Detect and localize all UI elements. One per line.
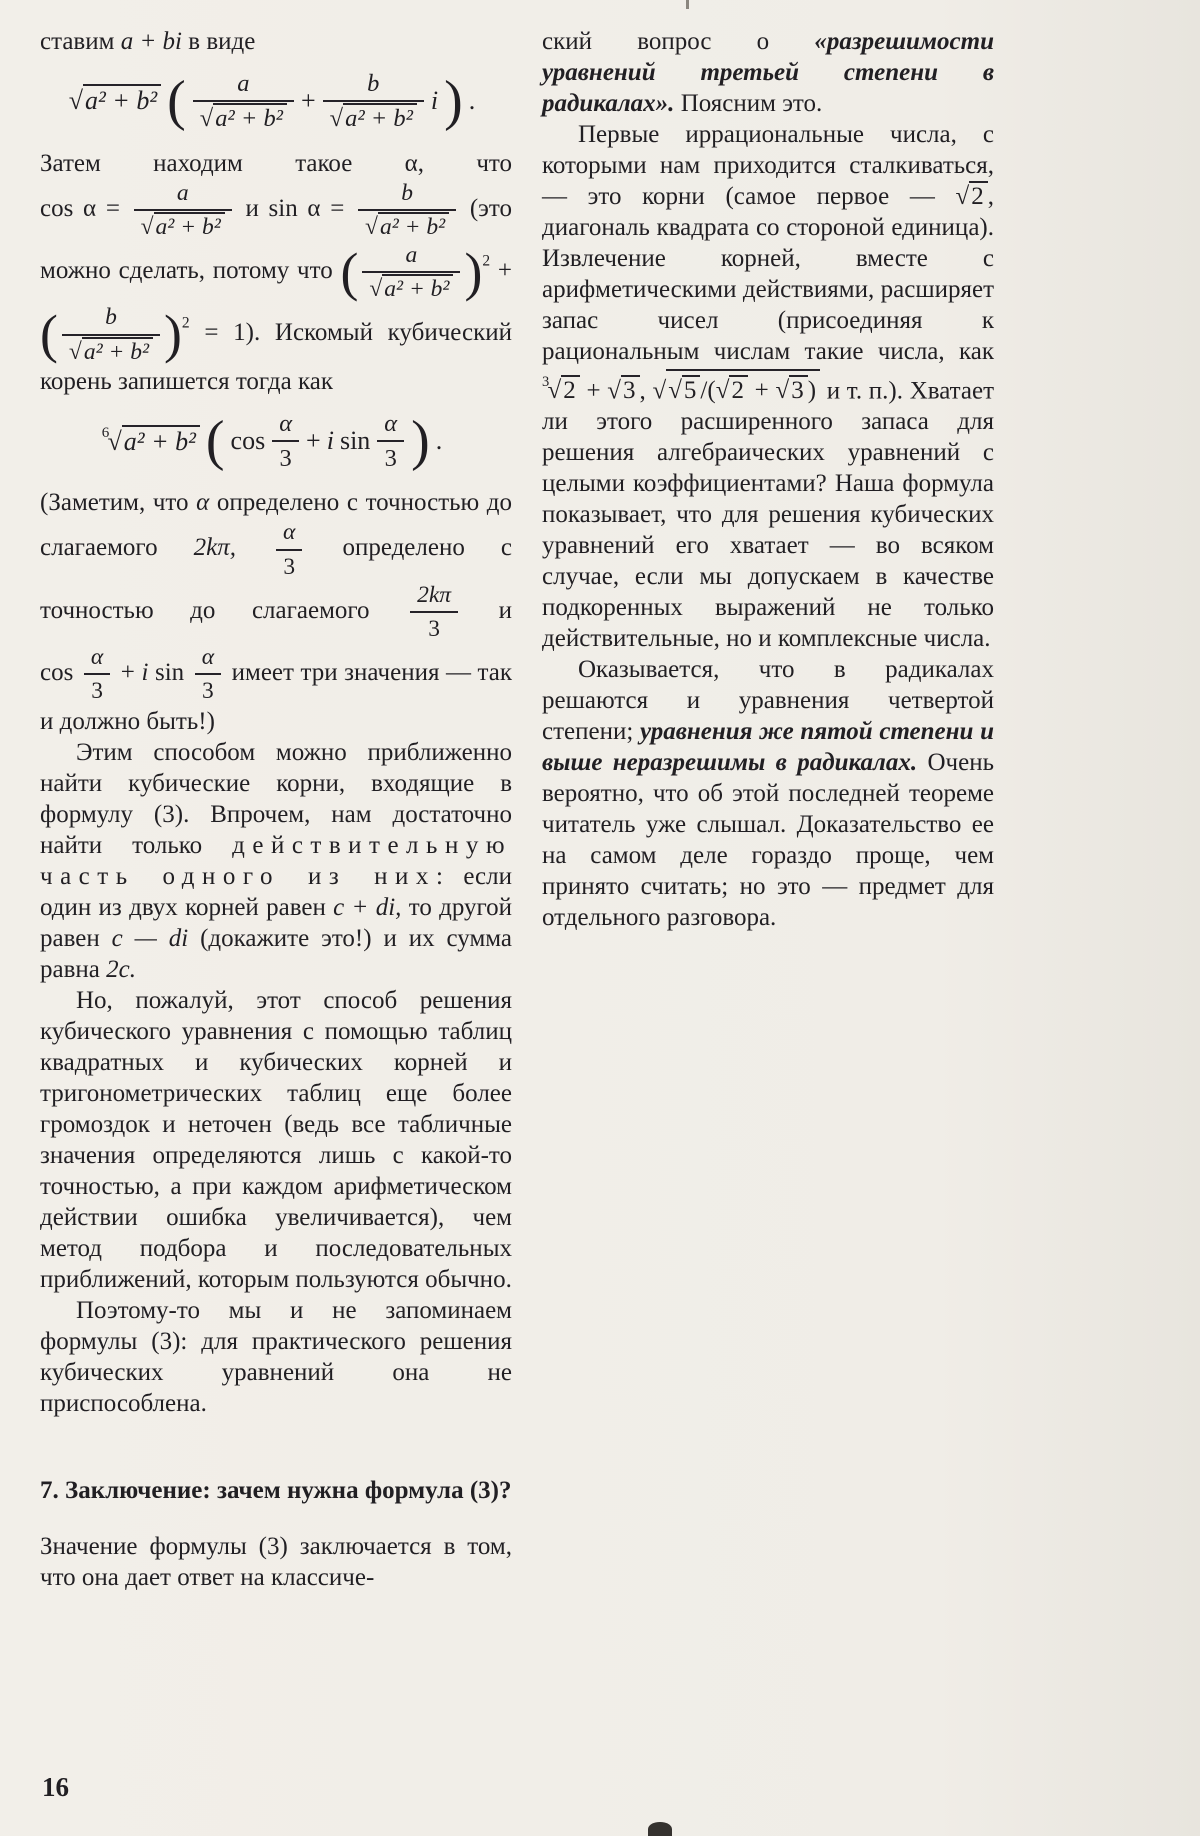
numerator: α	[384, 409, 398, 437]
display-formula-modulus-form	[40, 69, 504, 134]
radicand: a² + b²	[154, 212, 225, 240]
radical-sign: √	[68, 86, 83, 116]
numerator: a	[176, 179, 189, 206]
big-paren-left: (	[340, 242, 359, 302]
paragraph: Но, пожалуй, этот способ решения кубического уравнения с помощью таблиц квадратных и кубических корней и тригонометрических таблиц еще более громоздок и неточен (ведь все табличные значения определяются лишь с какой-то точностью, а при каждом арифметическом действии ошибка увеличивается), чем метод подбора и последовательных приближений, которым пользуются обычно.	[40, 986, 512, 1293]
text-run: Оказывается, что в радикалах решаются и уравнения четвертой степени;	[542, 656, 994, 746]
paragraph: Значение формулы (3) заключается в том, что она дает ответ на классиче-	[40, 1532, 512, 1591]
radicand: 3	[621, 375, 640, 404]
radical	[956, 181, 988, 210]
math-token: sin	[154, 659, 185, 687]
emphasized-bold-italic-text: «разрешимости уравнений третьей степени в радикалах».	[542, 28, 994, 117]
paragraph-continuation	[542, 26, 994, 119]
punctuation: .	[435, 425, 443, 455]
big-paren-left: (	[205, 409, 225, 472]
numerator: α	[90, 644, 104, 671]
denominator	[134, 209, 232, 241]
fraction	[323, 69, 424, 134]
denominator	[323, 100, 424, 133]
fraction	[84, 643, 110, 705]
scan-artifact	[686, 0, 689, 9]
text-run: и т. п.). Хватает ли этого расширенного запаса для решения алгебраических уравнений с целыми коэффициентами? Наша формула показывает, что для решения кубических уравнений его хватает — во всяком случае, если мы допускаем в качестве подкоренных выражений не только действительные, но и комплексные числа.	[542, 377, 995, 653]
text-run: Искомый кубический корень запишется тогда как	[40, 319, 512, 395]
numerator: b	[401, 179, 413, 206]
radical	[668, 375, 700, 404]
radical	[775, 375, 807, 404]
denominator	[362, 271, 460, 303]
operator-plus: +	[306, 425, 321, 455]
math-token: /(	[700, 377, 716, 405]
text-run: имеет три значения — так и должно быть!)	[40, 659, 513, 735]
radicand: 5	[682, 375, 701, 404]
radical-sign: √	[107, 426, 122, 456]
text-run: ставим	[40, 28, 115, 55]
math-inline: 2kπ,	[193, 534, 236, 562]
punctuation: .	[468, 86, 476, 116]
paragraph	[40, 148, 512, 397]
text-run: в виде	[188, 28, 256, 55]
text-run: Очень вероятно, что об этой последней теореме читатель уже слышал. Доказательство ее на самом деле гораздо проще, чем принято считать; но это — предмет для отдельного разговора.	[542, 749, 994, 932]
numerator: a	[405, 242, 418, 268]
text-run: Затем находим такое α, что	[40, 149, 512, 177]
math-token: cos	[230, 425, 266, 455]
text-run: Первые иррациональные числа, с которыми нам приходится сталкиваться, — это корни (самое первое —	[542, 121, 994, 210]
radical-sign: √	[775, 377, 790, 405]
paragraph	[40, 737, 512, 985]
math-inline: c — di	[111, 924, 189, 952]
radicand: a² + b²	[382, 274, 453, 302]
text-run: Этим способом можно приближенно найти кубические корни, входящие в формулу (3). Впрочем, нам достаточно найти только	[40, 738, 512, 859]
text-run: ский вопрос о	[542, 28, 770, 55]
radicand: a² + b²	[378, 212, 449, 240]
punctuation: )	[807, 377, 817, 405]
fraction	[134, 179, 232, 241]
math-inline: i	[326, 425, 334, 455]
page-number: 16	[42, 1772, 69, 1802]
radical	[716, 375, 748, 404]
denominator	[62, 334, 160, 366]
math-inline	[40, 304, 190, 365]
paragraph	[542, 119, 994, 654]
emphasized-bold-italic-text: уравнения же пятой степени и выше неразрешимы в радикалах.	[542, 718, 994, 777]
denominator: 3	[84, 673, 110, 705]
math-inline: 2c.	[106, 955, 136, 983]
radicand: 2	[969, 181, 988, 210]
operator-plus: +	[497, 256, 513, 284]
fraction	[195, 643, 221, 705]
math-inline: a + bi	[120, 28, 183, 55]
root-index: 6	[101, 424, 110, 441]
radical	[69, 85, 161, 118]
fraction	[358, 179, 456, 241]
radical-with-index	[542, 374, 580, 405]
radicand: 2	[729, 375, 748, 404]
exponent: 2	[181, 314, 190, 332]
fraction	[377, 409, 404, 474]
denominator: 3	[410, 611, 458, 643]
numerator: α	[201, 644, 215, 671]
big-paren-right: )	[411, 409, 430, 472]
text-run: определено с точностью до слагаемого	[40, 534, 512, 624]
operator-plus: +	[120, 659, 135, 687]
punctuation: ,	[639, 377, 646, 405]
numerator: b	[105, 304, 117, 331]
numerator: α	[283, 519, 296, 546]
big-paren-left: (	[167, 70, 186, 133]
math-inline	[245, 179, 460, 240]
exponent: 2	[482, 252, 491, 270]
math-token: cos	[40, 659, 74, 687]
paragraph: Поэтому-то мы и не запоминаем формулы (3): для практического решения кубических уравнений она не приспособлена.	[40, 1296, 512, 1417]
denominator: 3	[276, 549, 302, 581]
text-run: , диагональ квадрата со стороной единица). Извлечение корней, вместе с арифметическими действиями, расширяет запас чисел (присоединяя к рациональным числам такие числа, как	[542, 183, 995, 365]
radical-sign: √	[369, 276, 383, 303]
fraction	[62, 303, 160, 365]
radical-sign: √	[668, 377, 682, 405]
radicand: 3	[789, 375, 808, 404]
operator-plus: +	[586, 377, 601, 405]
math-token: = 1).	[204, 319, 261, 347]
radical-sign: √	[140, 213, 154, 240]
text-run: и	[498, 596, 513, 624]
radicand: a² + b²	[343, 103, 417, 132]
paragraph	[542, 654, 994, 933]
denominator: 3	[272, 440, 299, 473]
radical-sign: √	[365, 213, 378, 240]
radical	[607, 375, 639, 404]
fraction	[193, 69, 294, 134]
display-formula-cube-root	[40, 409, 504, 474]
nested-radical	[652, 369, 820, 404]
text-run: (это можно сделать, потому что	[40, 194, 512, 284]
fraction	[276, 518, 302, 580]
radical-sign: √	[329, 105, 344, 133]
paragraph-continuation	[40, 26, 512, 57]
math-inline: c + di,	[333, 893, 402, 921]
section-heading: 7. Заключение: зачем нужна формула (3)?	[40, 1476, 512, 1504]
radicand: a² + b²	[82, 337, 153, 365]
radical-sign: √	[68, 338, 82, 365]
root-index: 3	[542, 374, 550, 390]
numerator: 2kπ	[417, 581, 452, 608]
radicand: a² + b²	[83, 84, 161, 115]
text-run: то другой равен	[40, 893, 513, 952]
denominator: 3	[377, 440, 404, 473]
emphasized-spaced-text: действительную часть одного из них	[40, 831, 512, 890]
numerator: b	[367, 70, 380, 97]
big-paren-right: )	[464, 242, 483, 302]
math-inline: i	[430, 86, 439, 116]
fraction	[272, 409, 299, 474]
radicand: a² + b²	[213, 103, 287, 132]
math-inline	[542, 375, 646, 404]
text-run: (докажите это!) и их сумма равна	[40, 924, 513, 983]
left-column	[40, 26, 512, 1593]
numerator: α	[279, 409, 293, 437]
math-inline	[40, 179, 236, 240]
radical-sign: √	[955, 183, 970, 210]
right-column	[542, 26, 994, 1593]
radical-sign: √	[199, 105, 214, 133]
radical-sign: √	[607, 377, 621, 405]
big-paren-right: )	[444, 70, 463, 133]
fraction	[410, 581, 458, 643]
math-inline	[340, 242, 491, 303]
denominator: 3	[195, 673, 221, 705]
math-inline: i	[141, 659, 149, 687]
math-inline: α	[196, 489, 210, 517]
big-paren-left: (	[40, 304, 58, 365]
denominator	[193, 100, 294, 133]
paragraph	[40, 487, 512, 736]
text-run: Поясним это.	[680, 90, 823, 117]
text-run: : если один из двух корней равен	[40, 862, 512, 921]
radicand	[666, 369, 820, 404]
radical-with-index	[102, 424, 200, 458]
math-inline	[40, 644, 225, 705]
operator-plus: +	[301, 86, 316, 116]
radicand: 2	[561, 375, 580, 404]
big-paren-right: )	[164, 304, 182, 365]
numerator: a	[237, 70, 250, 97]
radicand: a² + b²	[122, 425, 200, 456]
operator-plus: +	[754, 377, 769, 405]
text-run: определено с точностью до слагаемого	[40, 489, 513, 562]
fraction	[362, 241, 460, 303]
radical-sign: √	[547, 377, 562, 405]
text-run: (Заметим, что	[40, 489, 189, 517]
math-token: cos α =	[40, 194, 120, 222]
denominator	[358, 209, 456, 241]
scan-artifact	[648, 1822, 672, 1836]
math-token: и sin α =	[245, 194, 345, 222]
radical-sign: √	[652, 377, 667, 405]
math-token: sin	[339, 425, 371, 455]
radical-sign: √	[715, 377, 730, 405]
